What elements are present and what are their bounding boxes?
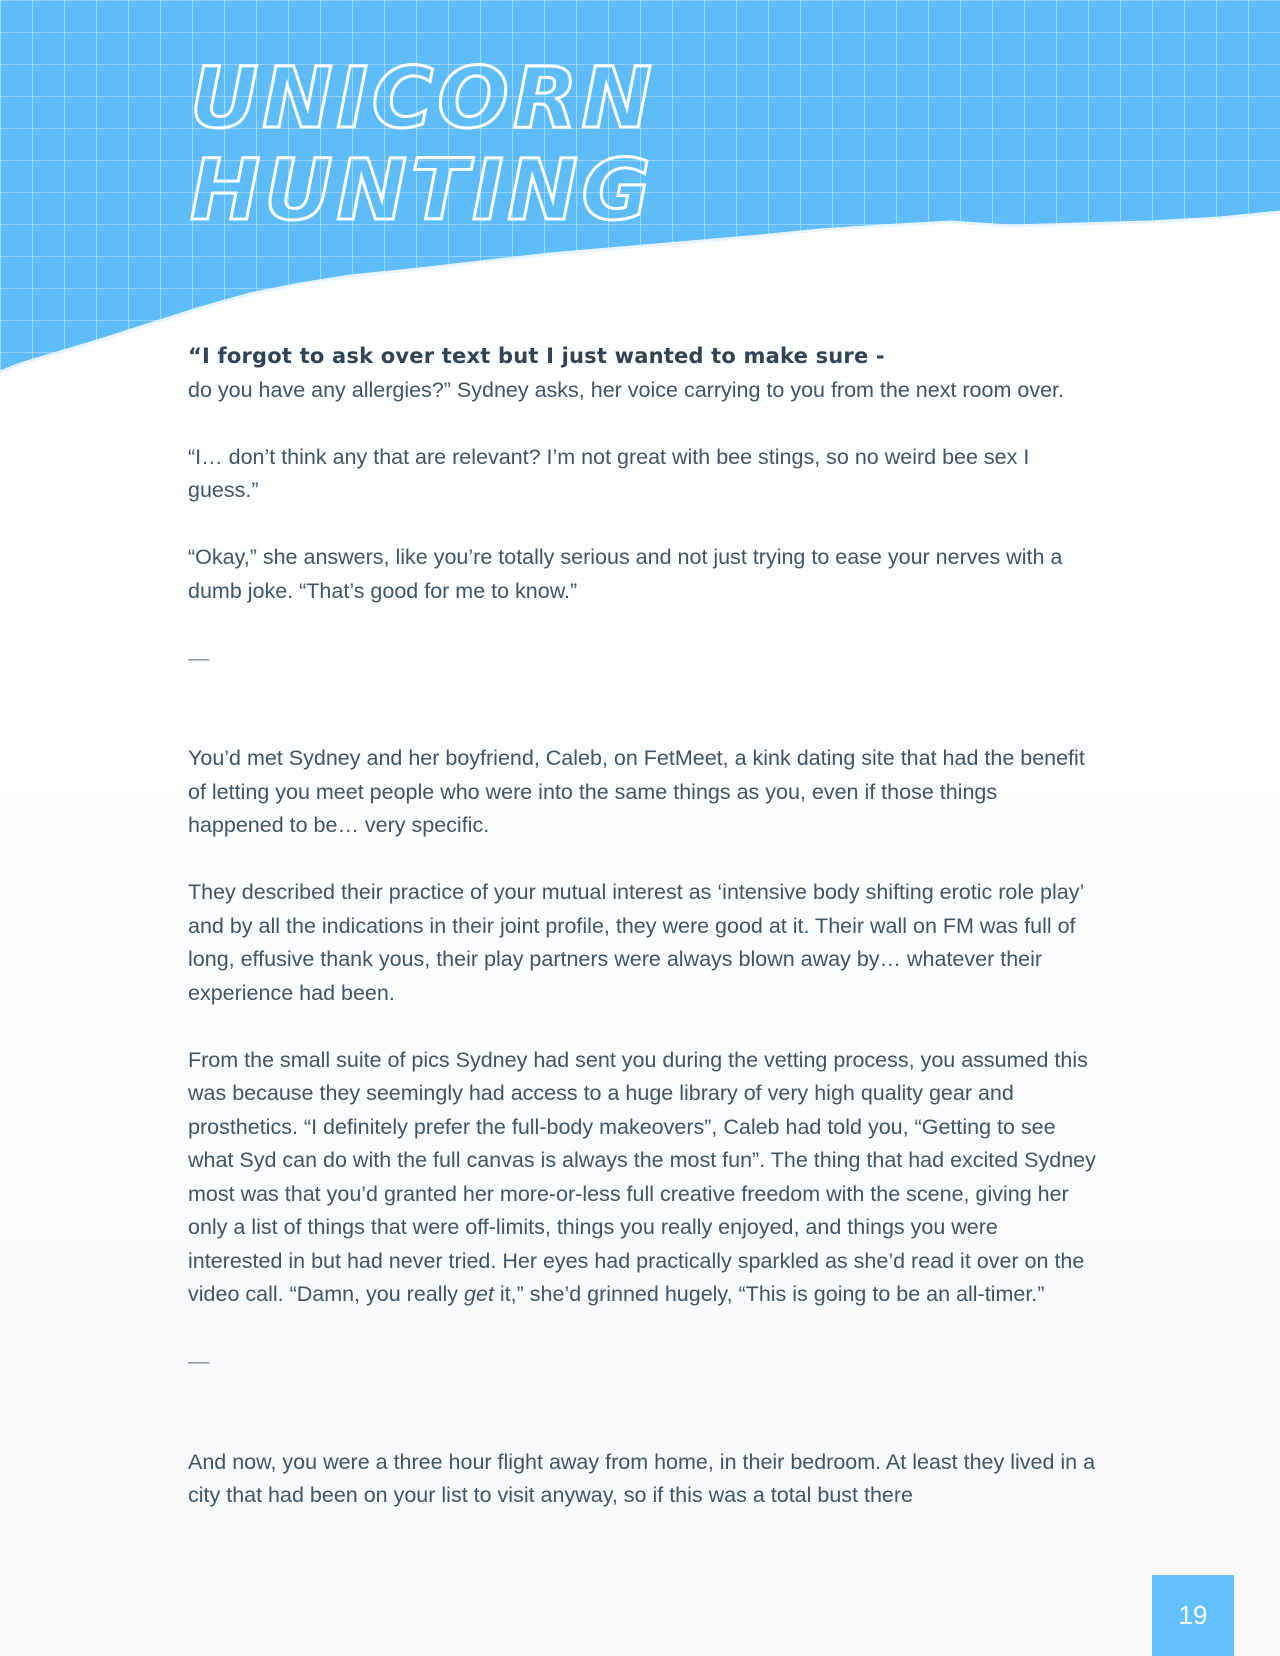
title-line-1: UNICORN [190,49,656,147]
paragraph-6-end: it,” she’d grinned hugely, “This is going to be an all-timer.” [493,1282,1045,1306]
title-line-2: HUNTING [190,141,655,239]
paragraph-1 [188,340,1098,407]
paragraph-5: They described their practice of your mutual interest as ‘intensive body shifting erotic role play’ and by all the indications in their joint profile, they were good at it. Their wall on FM was full of long, effusive thank yous, their play partners were always blown away by… whatever their experience had been. [188,880,1084,1005]
torn-paper-header [0,0,1280,380]
paragraph-2: “I… don’t think any that are relevant? I’m not great with bee stings, so no weird bee sex I guess.” [188,444,1030,502]
paragraph-6 [188,1044,1098,1312]
section-divider: — [188,645,210,670]
spacer [188,1412,1098,1446]
paragraph-6-text: From the small suite of pics Sydney had sent you during the vetting process, you assumed this was because they seemingly had access to a huge library of very high quality gear and prosthetics. “I definitely prefer the full-body makeovers”, Caleb had told you, “Getting to see what Syd can do with the full canvas is always the most fun”. The thing that had excited Sydney most was that you’d granted her more-or-less full creative freedom with the scene, giving her only a list of things that were off-limits, things you really enjoyed, and things you were interested in but had never tried. Her eyes had practically sparkled as she’d read it over on the video call. “Damn, you really [188,1047,1096,1306]
page-number-badge: 19 [1152,1575,1234,1656]
paragraph-7: And now, you were a three hour flight away from home, in their bedroom. At least they lived in a city that had been on your list to visit anyway, so if this was a total bust there [188,1449,1096,1507]
page-title [190,49,656,239]
spacer [188,709,1098,743]
lead-continuation: do you have any allergies?” Sydney asks, her voice carrying to you from the next room over. [188,377,1064,402]
paragraph-4: You’d met Sydney and her boyfriend, Caleb, on FetMeet, a kink dating site that had the benefit of letting you meet people who were into the same things as you, even if those things happened to be… very specific. [188,746,1085,837]
paragraph-3: “Okay,” she answers, like you’re totally serious and not just trying to ease your nerves with a dumb joke. “That’s good for me to know.” [188,545,1063,603]
story-body [188,340,1098,1546]
lead-sentence: “I forgot to ask over text but I just wanted to make sure - [188,344,885,368]
section-divider: — [188,1349,210,1373]
emphasis-text: get [464,1282,494,1306]
